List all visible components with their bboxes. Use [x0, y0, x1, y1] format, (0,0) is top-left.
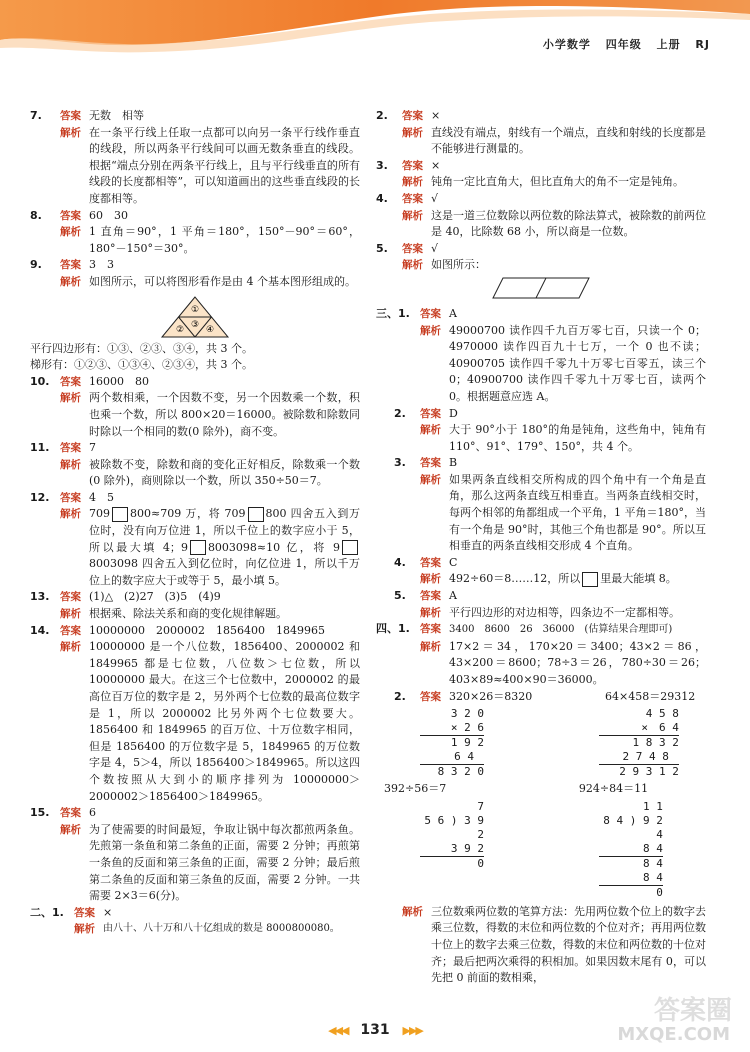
analysis-part: 800≈709 万，将 709 [130, 507, 246, 521]
header-subject: 小学数学 [542, 38, 591, 51]
answer-value: × [431, 109, 441, 122]
answer-value: × [103, 905, 113, 919]
analysis-tag: 解析 [60, 226, 81, 239]
item-number: 5. [376, 241, 388, 255]
item-number: 3. [394, 456, 406, 470]
analysis-tag: 解析 [420, 473, 441, 486]
item-number: 2. [394, 406, 406, 420]
div-title-2: 924÷84＝11 [578, 782, 649, 796]
analysis-part: 里最大能填 8。 [600, 572, 677, 586]
item-number: 2. [376, 109, 388, 122]
analysis-part: 8003098≈10 亿， [207, 540, 314, 554]
analysis-tag: 解析 [420, 606, 441, 619]
right-column [376, 108, 706, 987]
answer-tag: 答案 [402, 110, 423, 122]
item-number: 四、1. [376, 622, 410, 636]
analysis-tag: 解析 [74, 923, 95, 936]
header-banner [0, 0, 750, 62]
analysis-tag: 解析 [60, 275, 81, 288]
region-label-3: ③ [190, 319, 200, 330]
mult-work-1 [420, 707, 484, 779]
answer-tag: 答案 [60, 442, 81, 455]
answer-item-r4 [376, 191, 706, 241]
answer-tag: 答案 [60, 209, 81, 222]
analysis-text: 如图所示： [431, 258, 486, 272]
analysis-part: 8003098 四舍五入到亿位时，向亿位进 1，所以千万位上的数字应大于或等于 5，最小填 5。 [89, 557, 360, 587]
calc-line: 3 9 2 [420, 842, 484, 857]
answer-value: 16000 80 [89, 374, 149, 388]
calc-line: 1 1 [643, 799, 663, 813]
analysis-text: 10000000 是一个八位数，1856400、2000002 和 1849965 都是七位数，八位数＞七位数，所以 10000000 最大。在这三个七位数中，2000002 的最高位百万位的数字是 2，另外两个七位数的最高位数字是 1，所以 2000002 比另外两个七位数要大。1856400 和 1849965 的百万位、十万位数字相同，但是 1856400 的万位数字是 5，1849965 的万位数字是 4，5＞4，所以 1856400＞1849965。所以这四个数按照从大到小的顺序排列为 10000000＞2000002＞1856400＞1849965。 [89, 640, 360, 803]
answer-tag: 答案 [60, 491, 81, 504]
analysis-text: 为了使需要的时间最短，争取让锅中每次都煎两条鱼。先煎第一条鱼和第二条鱼的正面，需要 2 分钟；再煎第一条鱼的反面和第三条鱼的正面，需要 2 分钟；最后煎第二条鱼的反面和第三条鱼的反面，需要 2 分钟。一共需要 2×3＝6(分)。 [89, 822, 360, 903]
calc-line: 5 6 ) 3 9 2 [424, 813, 484, 841]
item-number: 9. [30, 258, 42, 272]
blank-box [582, 572, 598, 587]
answer-tag: 答案 [420, 590, 441, 603]
answer-tag: 答案 [402, 242, 423, 255]
left-column [30, 108, 360, 938]
blank-box [342, 540, 358, 555]
item-number: 二、1. [30, 905, 64, 919]
analysis-tag: 解析 [420, 424, 441, 437]
answer-item-11 [30, 440, 360, 490]
answer-value: 60 30 [89, 208, 128, 222]
answer-value: × [431, 158, 441, 172]
header-edition: RJ [695, 38, 710, 51]
item-number: 2. [394, 689, 406, 703]
parallelogram-diagram [491, 276, 591, 300]
answer-item-s4-2 [376, 689, 706, 706]
answer-tag: 答案 [60, 591, 81, 604]
answer-value: 320×26＝8320 [449, 689, 533, 703]
analysis-tag: 解析 [402, 126, 423, 139]
answer-item-s3-5 [376, 588, 706, 621]
answer-value: 10000000 2000002 1856400 1849965 [89, 623, 325, 637]
vertical-calculations [376, 707, 706, 900]
blank-box [112, 507, 128, 522]
answer-value-2: 64×458＝29312 [605, 689, 696, 703]
analysis-text: 这是一道三位数除以两位数的除法算式，被除数的前两位是 40，比除数 68 小，所以商是一位数。 [431, 208, 706, 239]
watermark-url: MXQE.COM [617, 1024, 730, 1045]
analysis-part: 709 [89, 507, 110, 521]
answer-item-s3-3 [376, 455, 706, 555]
calc-line: 6 4 [420, 750, 484, 765]
analysis-text: 两个数相乘，一个因数不变，另一个因数乘一个数，积也乘一个数，所以 800×20＝16000。被除数和除数同时除以一个相同的数(0 除外)，商不变。 [89, 391, 360, 438]
region-label-1: ① [190, 304, 200, 315]
triangle-diagram [160, 295, 230, 339]
answer-item-7 [30, 108, 360, 208]
item-number: 13. [30, 590, 50, 604]
calc-line: 8 3 2 0 [437, 765, 484, 779]
analysis-text: 如图所示，可以将图形看作是由 4 个基本图形组成的。 [89, 274, 356, 288]
calc-line: 1 9 2 [450, 736, 484, 750]
answer-tag: 答案 [74, 906, 95, 919]
trapezoid-count: 梯形有：①②③、①③④、②③④，共 3 个。 [30, 358, 253, 372]
triangle-figure [30, 295, 360, 339]
answer-tag: 答案 [420, 690, 441, 703]
analysis-text [449, 571, 706, 588]
answer-value: 无数 相等 [89, 109, 144, 122]
answer-value: 6 [89, 806, 96, 820]
calc-line: 3 2 0 [450, 707, 484, 721]
answer-item-10 [30, 374, 360, 440]
answer-tag: 答案 [60, 624, 81, 637]
orange-wave-banner [0, 0, 750, 62]
analysis-text: 三位数乘两位数的笔算方法：先用两位数个位上的数字去乘三位数，得数的末位和两位数的个位对齐；再用两位数十位上的数字去乘三位数，得数的末位和两位数的十位对齐；最后把两次乘得的积相加。如果因数末尾有 0，可以先把 0 前面的数相乘， [431, 904, 706, 985]
answer-item-r5 [376, 241, 706, 274]
next-arrows-icon: ▶▶▶ [402, 1024, 422, 1037]
analysis-tag: 解析 [60, 392, 81, 405]
item-number: 8. [30, 208, 42, 222]
analysis-text: 49000700 读作四千九百万零七百，只读一个 0；4970000 读作四百九十七万，一个 0 也不读；40900705 读作四千零九十万零七百零五，读三个 0；40900700 读作四千零九十万零七百，读两个 0。根据题意应选 A。 [449, 323, 706, 403]
answer-item-12 [30, 490, 360, 590]
answer-tag: 答案 [60, 807, 81, 820]
calc-line: 0 [656, 885, 663, 899]
calc-line: 4 5 8 [645, 707, 679, 721]
div-work-1 [420, 800, 484, 871]
answer-tag: 答案 [420, 307, 441, 320]
item-number: 4. [394, 555, 406, 569]
header-info [533, 36, 710, 52]
item-number: 三、1. [376, 306, 410, 320]
blank-box [190, 540, 206, 555]
analysis-part: 800 四舍 [265, 507, 314, 521]
analysis-text: 大于 90°小于 180°的角是钝角，这些角中，钝角有 110°、91°、179°、150°，共 4 个。 [449, 423, 706, 453]
calc-line: 0 [477, 856, 484, 870]
answer-item-s3-1 [376, 306, 706, 406]
analysis-text: 17×2＝34，170×20＝3400；43×2＝86，43×200＝8600；78÷3＝26，780÷30＝26；403×89≈400×90＝36000。 [449, 639, 706, 686]
answer-tag: 答案 [60, 259, 81, 272]
analysis-part: 492÷60＝8……12，所以 [449, 572, 581, 586]
analysis-text: 直线没有端点，射线有一个端点，直线和射线的长度都是不能够进行测量的。 [431, 125, 706, 156]
item-number: 7. [30, 109, 42, 122]
div-title-1: 392÷56＝7 [384, 782, 447, 796]
item-number: 10. [30, 374, 50, 388]
answer-item-14 [30, 623, 360, 806]
item-number: 4. [376, 191, 388, 205]
analysis-text: 在一条平行线上任取一点都可以向另一条平行线作垂直的线段，所以两条平行线间可以画无数条垂直的线段。根据“端点分别在两条平行线上，且与平行线垂直的所有线段的长度都相等”，可以知道画出的这些垂直线段的长度都相等。 [89, 125, 360, 205]
analysis-tag: 解析 [60, 608, 81, 621]
answer-item-s4-2-analysis [376, 904, 706, 987]
answer-item-s4-1 [376, 621, 706, 688]
answer-value: D [449, 406, 458, 420]
answer-value: A [449, 306, 457, 320]
answer-value: C [449, 555, 458, 569]
analysis-text: 1 直角＝90°，1 平角＝180°，150°－90°＝60°，180°－150°＝30°。 [89, 225, 360, 255]
analysis-text: 如果两条直线相交所构成的四个角中有一个角是直角，那么这两条直线互相垂直。当两条直线相交时，每两个相邻的角都组成一个平角，1 平角＝180°，当有一个角是 90°时，其他三个角也都是 90°。所以互相垂直的两条直线相交形成 4 个直角。 [449, 472, 706, 553]
analysis-tag: 解析 [420, 640, 441, 653]
calc-line: 2 7 4 8 [599, 750, 679, 765]
answer-value: A [449, 589, 457, 603]
analysis-tag: 解析 [420, 573, 441, 586]
answer-item-s3-4 [376, 555, 706, 588]
answer-tag: 答案 [420, 556, 441, 569]
item-number: 15. [30, 806, 50, 820]
answer-item-9 [30, 257, 360, 290]
answer-item-13 [30, 589, 360, 622]
prev-arrows-icon: ◀◀◀ [328, 1024, 348, 1037]
answer-item-s3-2 [376, 406, 706, 456]
calc-line: 8 4 [643, 856, 663, 870]
analysis-text: 钝角一定比直角大，但比直角大的角不一定是钝角。 [431, 175, 684, 189]
answer-value: 3400 8600 26 36000 (估算结果合理即可) [449, 624, 673, 636]
item-number: 11. [30, 441, 50, 455]
answer-tag: 答案 [60, 375, 81, 388]
calc-line: 8 4 ) 9 2 4 [603, 813, 663, 841]
analysis-part: 五入到万位时，没有向万位进 1，所以千位上的数字应小于 5，所以最大填 4； [89, 507, 360, 554]
analysis-text: 根据乘、除法关系和商的变化规律解题。 [89, 607, 287, 621]
answer-tag: 答案 [420, 623, 441, 636]
answer-value: B [449, 456, 458, 470]
answer-value: (1)△ (2)27 (3)5 (4)9 [89, 590, 221, 604]
item-number: 5. [394, 589, 406, 603]
header-volume: 上册 [656, 38, 681, 51]
calc-line: 8 4 [599, 842, 663, 857]
parallelogram-figure [376, 276, 706, 300]
answer-tag: 答案 [402, 159, 423, 172]
analysis-tag: 解析 [402, 905, 423, 918]
analysis-tag: 解析 [60, 823, 81, 836]
analysis-tag: 解析 [60, 641, 81, 654]
calc-line: × 2 6 [420, 721, 484, 736]
calc-line: 1 8 3 2 [632, 736, 679, 750]
answer-tag: 答案 [402, 192, 423, 205]
region-label-2: ② [175, 324, 185, 335]
header-grade: 四年级 [605, 38, 642, 51]
analysis-text [89, 506, 360, 589]
analysis-text: 平行四边形的对边相等，四条边不一定都相等。 [449, 605, 680, 619]
analysis-tag: 解析 [402, 259, 423, 272]
answer-value: 4 5 [89, 490, 114, 504]
answer-value: √ [431, 191, 439, 205]
div-work-2 [599, 800, 663, 900]
calc-line: × 6 4 [599, 721, 679, 736]
item-number: 3. [376, 158, 388, 172]
region-label-4: ④ [205, 324, 215, 335]
analysis-text: 被除数不变，除数和商的变化正好相反，除数乘一个数(0 除外)，商则除以一个数，所以 350÷50＝7。 [89, 457, 360, 488]
answer-value: 3 3 [89, 258, 114, 272]
analysis-tag: 解析 [420, 324, 441, 337]
blank-box [248, 507, 264, 522]
answer-item-15 [30, 805, 360, 905]
analysis-tag: 解析 [60, 508, 81, 521]
item-number: 14. [30, 623, 50, 637]
answer-tag: 答案 [60, 110, 81, 122]
calc-line: 7 [477, 799, 484, 813]
watermark-logo: 答案圈 [653, 996, 732, 1026]
answer-value: √ [431, 241, 439, 255]
answer-item-r2 [376, 108, 706, 158]
answer-value: 7 [89, 441, 96, 455]
answer-tag: 答案 [420, 457, 441, 470]
analysis-tag: 解析 [402, 176, 423, 189]
calc-line: 2 9 3 1 2 [619, 765, 679, 779]
analysis-part: 9 [180, 540, 188, 554]
page-number: 131 [360, 1022, 390, 1038]
calc-line: 8 4 [599, 871, 663, 886]
mult-work-2 [599, 707, 679, 779]
analysis-tag: 解析 [402, 209, 423, 222]
analysis-part: 将 9 [313, 540, 340, 554]
answer-tag: 答案 [420, 407, 441, 420]
analysis-text: 由八十、八十万和八十亿组成的数是 8000800080。 [103, 923, 340, 935]
answer-item-s2-1 [30, 905, 360, 938]
analysis-tag: 解析 [60, 126, 81, 139]
answer-item-r3 [376, 158, 706, 191]
parallelogram-count: 平行四边形有：①③、②③、③④，共 3 个。 [30, 341, 253, 355]
analysis-tag: 解析 [60, 458, 81, 471]
answer-item-8 [30, 208, 360, 258]
item-number: 12. [30, 490, 50, 504]
